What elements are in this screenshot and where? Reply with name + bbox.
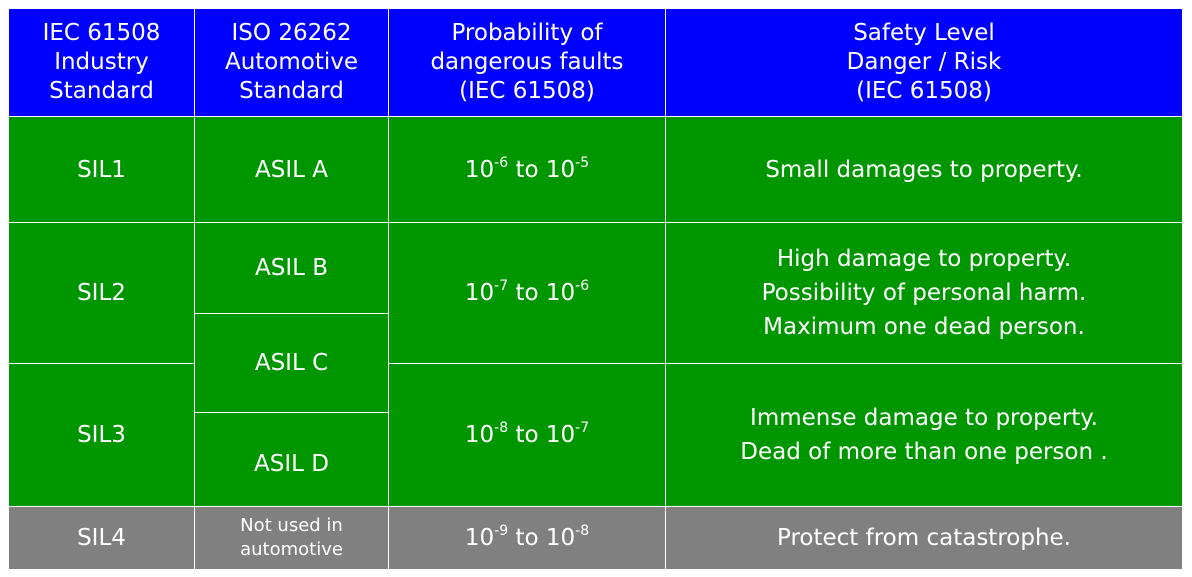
header-line: ISO 26262 (231, 20, 352, 46)
header-iso-26262 (194, 8, 389, 117)
risk-sil4-cell (665, 506, 1183, 570)
header-line: dangerous faults (430, 49, 624, 75)
probability-sil1-cell (388, 116, 666, 223)
asil-label: ASIL C (254, 350, 329, 376)
not-used-line: automotive (240, 539, 343, 560)
header-line: IEC 61508 (42, 20, 161, 46)
header-line: Standard (49, 78, 154, 104)
probability-sil3-cell (388, 363, 666, 507)
probability-sil4-cell (388, 506, 666, 570)
risk-sil1-cell (665, 116, 1183, 223)
probability-value: $10^{-7}$ to $10^{-6}$ (464, 278, 590, 306)
header-line: Probability of (451, 20, 603, 46)
risk-line: Maximum one dead person. (763, 314, 1085, 340)
probability-sil2-cell (388, 222, 666, 364)
asil-label: ASIL A (255, 156, 328, 183)
sil-label: SIL4 (77, 525, 126, 551)
sil3-cell (8, 363, 195, 507)
probability-value: $10^{-9}$ to $10^{-8}$ (464, 523, 590, 551)
header-line: Danger / Risk (846, 49, 1002, 75)
asil-a-cell (194, 116, 389, 223)
header-probability (388, 8, 666, 117)
asil-label: ASIL B (254, 255, 329, 281)
asil-b-cell (194, 222, 389, 314)
sil-label: SIL3 (77, 422, 126, 448)
header-safety-level (665, 8, 1183, 117)
header-line: Safety Level (853, 20, 995, 46)
not-used-cell (194, 506, 389, 570)
risk-line: High damage to property. (776, 246, 1072, 272)
risk-line: Small damages to property. (765, 156, 1083, 183)
risk-line: Dead of more than one person . (740, 439, 1108, 465)
sil-label: SIL2 (77, 280, 126, 306)
sil1-cell (8, 116, 195, 223)
sil4-cell (8, 506, 195, 570)
sil-label: SIL1 (77, 156, 126, 183)
risk-sil3-cell (665, 363, 1183, 507)
risk-line: Possibility of personal harm. (761, 280, 1087, 306)
asil-c-cell (194, 313, 389, 413)
header-line: Industry (54, 49, 149, 75)
risk-line: Immense damage to property. (750, 405, 1098, 431)
sil2-cell (8, 222, 195, 364)
header-line: Standard (239, 78, 344, 104)
probability-value: $10^{-8}$ to $10^{-7}$ (464, 420, 590, 448)
risk-sil2-cell (665, 222, 1183, 364)
header-line: (IEC 61508) (459, 78, 595, 104)
asil-d-cell (194, 412, 389, 507)
header-line: (IEC 61508) (856, 78, 992, 104)
header-line: Automotive (224, 49, 359, 75)
probability-value: $10^{-6}$ to $10^{-5}$ (464, 154, 590, 183)
not-used-line: Not used in (240, 515, 343, 536)
risk-line: Protect from catastrophe. (777, 525, 1071, 551)
asil-label: ASIL D (254, 450, 329, 477)
safety-levels-table (8, 8, 1183, 570)
header-iec-61508 (8, 8, 195, 117)
